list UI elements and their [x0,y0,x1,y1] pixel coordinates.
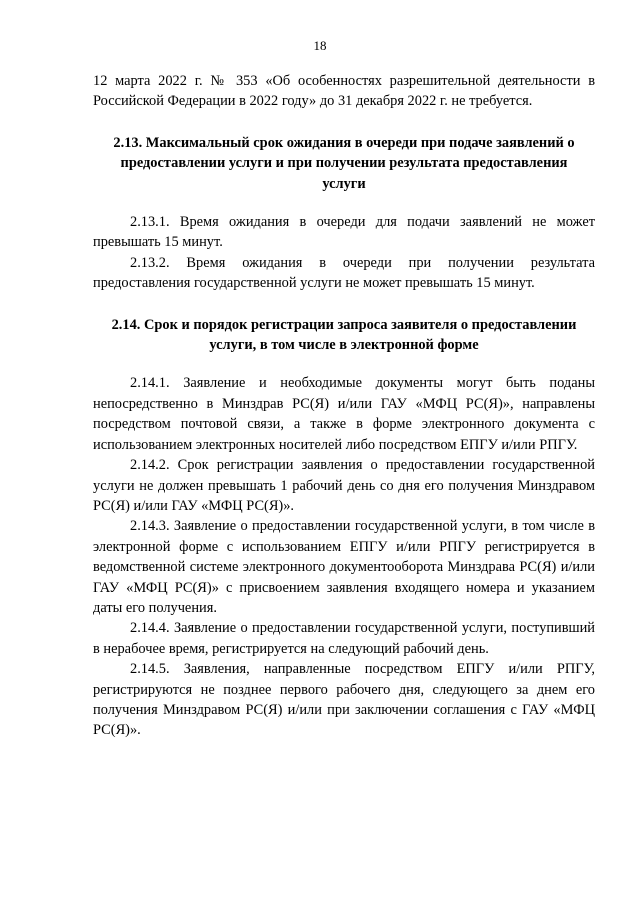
paragraph-2-13-1: 2.13.1. Время ожидания в очереди для подачи заявлений не может превышать 15 минут. [93,214,595,251]
intro-paragraph: 12 марта 2022 г. № 353 «Об особенностях разрешительной деятельности в Российской Федерации в 2022 году» до 31 декабря 2022 г. не требуется. [93,73,595,110]
section-heading: 2.13. Максимальный срок ожидания в очереди при подаче заявлений о предоставлении услуги и при получении результата предоставления услуги [113,134,575,192]
section-2-13 [93,133,595,294]
paragraph-2-14-5: 2.14.5. Заявления, направленные посредством ЕПГУ и/или РПГУ, регистрируются не позднее первого рабочего дня, следующего за днем его получения Минздравом РС(Я) и/или при заключении соглашения с ГАУ «МФЦ РС(Я)». [93,661,595,739]
spacer [93,112,595,133]
page-number: 18 [313,38,327,53]
paragraph-2-14-3: 2.14.3. Заявление о предоставлении государственной услуги, в том числе в электронной форме с использованием ЕПГУ и/или РПГУ регистрируется в ведомственной системе электронного документооборота Минздрава РС(Я) и/или ГАУ «МФЦ РС(Я)» с присвоением заявления входящего номера и указанием даты его получения. [93,518,595,616]
paragraph-2-14-2: 2.14.2. Срок регистрации заявления о предоставлении государственной услуги не должен превышать 1 рабочий день со дня его получения Минздравом РС(Я) и/или ГАУ «МФЦ РС(Я)». [93,457,595,514]
section-2-14 [93,315,595,741]
spacer [93,194,595,212]
paragraph-2-14-1: 2.14.1. Заявление и необходимые документы могут быть поданы непосредственно в Минздрав РС(Я) и/или ГАУ «МФЦ РС(Я)», направлены посредством почтовой связи, а также в форме электронного документа с использованием электронных носителей либо посредством ЕПГУ и/или РПГУ. [93,375,595,453]
paragraph-2-13-2: 2.13.2. Время ожидания в очереди при получении результата предоставления государственной услуги не может превышать 15 минут. [93,254,595,292]
spacer [93,355,595,373]
section-heading: 2.14. Срок и порядок регистрации запроса заявителя о предоставлении услуги, в том числе в электронной форме [111,316,577,354]
spacer [93,294,595,315]
paragraph-2-14-4: 2.14.4. Заявление о предоставлении государственной услуги, поступивший в нерабочее время, регистрируется на следующий рабочий день. [93,620,595,657]
page-content [93,71,595,741]
